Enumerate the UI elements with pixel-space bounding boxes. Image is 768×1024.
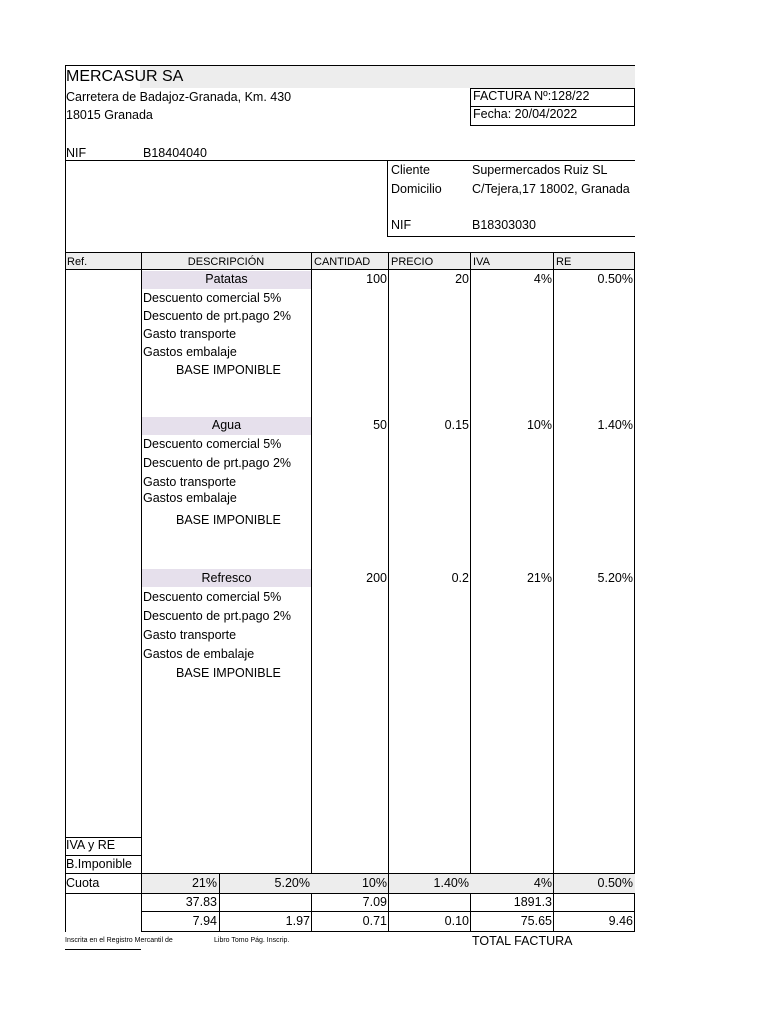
cuota-iva-21: 7.94 <box>192 914 217 928</box>
product-iva: 4% <box>533 272 552 286</box>
product-line: Descuento comercial 5% <box>143 291 282 305</box>
header-precio: PRECIO <box>391 256 434 268</box>
cuota-bottom-rule <box>65 893 635 894</box>
product-cantidad: 100 <box>366 272 387 286</box>
domicilio-value: C/Tejera,17 18002, Granada <box>472 182 630 196</box>
product-re: 0.50% <box>597 272 633 286</box>
rate-re-140: 1.40% <box>433 876 469 890</box>
product-name: Agua <box>211 418 242 432</box>
total-factura-label: TOTAL FACTURA <box>472 934 573 948</box>
rate-re-050: 0.50% <box>597 876 633 890</box>
client-top-rule <box>65 160 635 161</box>
product-re: 1.40% <box>597 418 633 432</box>
col-rule-3 <box>388 252 389 874</box>
base-imponible-label: BASE IMPONIBLE <box>176 363 281 377</box>
cuota-re-050: 9.46 <box>608 914 633 928</box>
invoice-number-text: FACTURA Nº:128/22 <box>473 89 590 103</box>
cuota-top-rule <box>65 873 635 874</box>
cuota-re-140: 0.10 <box>444 914 469 928</box>
base-10: 7.09 <box>362 895 387 909</box>
rate-iva-4: 4% <box>533 876 552 890</box>
product-line: Descuento de prt.pago 2% <box>143 609 292 623</box>
libro-tomo-note: Libro Tomo Pág. Inscrip. <box>214 937 290 944</box>
client-label: Cliente <box>391 163 430 177</box>
header-cantidad: CANTIDAD <box>314 256 371 268</box>
company-nif-label: NIF <box>66 146 87 160</box>
product-iva: 21% <box>526 571 552 585</box>
product-precio: 20 <box>455 272 469 286</box>
product-re: 5.20% <box>597 571 633 585</box>
summary-rule-2 <box>65 855 141 856</box>
product-line: Descuento comercial 5% <box>143 437 282 451</box>
domicilio-label: Domicilio <box>391 182 442 196</box>
rate-iva-21: 21% <box>191 876 217 890</box>
cuota-label: Cuota <box>66 876 100 890</box>
base-4: 1891.3 <box>513 895 552 909</box>
bimponible-label: B.Imponible <box>66 857 133 871</box>
cuota-iva-10: 0.71 <box>362 914 387 928</box>
registro-mercantil-note: Inscrita en el Registro Mercantil de <box>65 937 173 944</box>
product-iva: 10% <box>526 418 552 432</box>
product-line: Gastos de embalaje <box>143 647 255 661</box>
product-precio: 0.15 <box>444 418 469 432</box>
header-re: RE <box>556 256 572 268</box>
base-imponible-label: BASE IMPONIBLE <box>176 666 281 680</box>
client-left-rule <box>387 160 388 237</box>
product-line: Gastos embalaje <box>143 491 237 505</box>
invoice-number <box>470 88 635 107</box>
iva-re-label: IVA y RE <box>66 838 116 852</box>
company-address-line2: 18015 Granada <box>66 108 153 122</box>
product-line: Descuento de prt.pago 2% <box>143 309 292 323</box>
client-bottom-rule <box>387 236 635 237</box>
product-name: Refresco <box>201 571 252 585</box>
base-imponible-label: BASE IMPONIBLE <box>176 513 281 527</box>
product-line: Descuento de prt.pago 2% <box>143 456 292 470</box>
rate-iva-10: 10% <box>361 876 387 890</box>
col-rule-4 <box>470 252 471 932</box>
header-iva: IVA <box>473 256 490 268</box>
company-nif-value: B18404040 <box>143 146 207 160</box>
header-ref: Ref. <box>67 256 88 268</box>
rate-re-520: 5.20% <box>274 876 310 890</box>
top-rule <box>65 65 635 66</box>
company-address-line1: Carretera de Badajoz-Granada, Km. 430 <box>66 90 292 104</box>
invoice-date <box>470 106 635 126</box>
client-value: Supermercados Ruiz SL <box>472 163 608 177</box>
product-line: Gasto transporte <box>143 327 237 341</box>
header-descripcion: DESCRIPCIÓN <box>187 256 265 268</box>
product-line: Gasto transporte <box>143 628 237 642</box>
col-rule-6 <box>634 252 635 932</box>
title-band <box>140 66 635 88</box>
col-rule-1 <box>141 252 142 874</box>
product-line: Gasto transporte <box>143 475 237 489</box>
table-header-rule <box>65 269 635 270</box>
product-cantidad: 200 <box>366 571 387 585</box>
invoice-date-text: Fecha: 20/04/2022 <box>473 107 578 121</box>
product-precio: 0.2 <box>451 571 469 585</box>
client-nif-value: B18303030 <box>472 218 536 232</box>
company-name: MERCASUR SA <box>66 68 184 85</box>
client-nif-label: NIF <box>391 218 412 232</box>
registro-underline <box>65 949 141 950</box>
base-21: 37.83 <box>185 895 217 909</box>
col-rule-0 <box>65 252 66 932</box>
product-line: Gastos embalaje <box>143 345 237 359</box>
product-line: Descuento comercial 5% <box>143 590 282 604</box>
product-name: Patatas <box>205 272 248 286</box>
table-top-rule <box>65 252 635 253</box>
col-rule-5 <box>553 252 554 874</box>
col-rule-2 <box>311 252 312 932</box>
product-cantidad: 50 <box>373 418 387 432</box>
cuota-iva-4: 75.65 <box>520 914 552 928</box>
cuota-re-520: 1.97 <box>285 914 310 928</box>
